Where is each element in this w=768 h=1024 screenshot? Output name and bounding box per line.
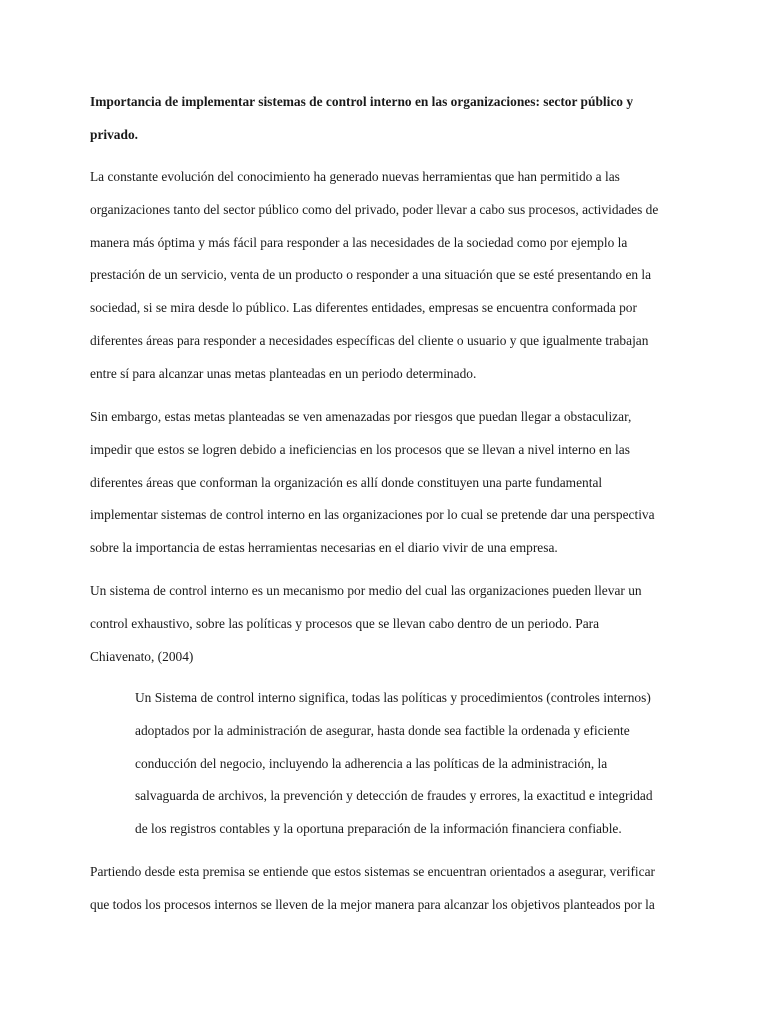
quote-line: Un Sistema de control interno significa, todas las políticas y procedimientos (controles internos) [135, 690, 651, 705]
paragraph-line: impedir que estos se logren debido a ineficiencias en los procesos que se llevan a nivel interno en las [90, 441, 630, 457]
paragraph-3 [90, 575, 680, 673]
paragraph-line: entre sí para alcanzar unas metas planteadas en un periodo determinado. [90, 365, 477, 381]
paragraph-line: sociedad, si se mira desde lo público. Las diferentes entidades, empresas se encuentra conformada por [90, 300, 637, 316]
paragraph-line: control exhaustivo, sobre las políticas y procesos que se llevan cabo dentro de un periodo. Para [90, 615, 600, 631]
paragraph-2 [90, 401, 680, 565]
paragraph-line: implementar sistemas de control interno en las organizaciones por lo cual se pretende dar una perspectiva [90, 507, 655, 523]
quote-line: adoptados por la administración de asegurar, hasta donde sea factible la ordenada y eficiente [135, 722, 630, 738]
title-line: privado. [90, 126, 138, 142]
block-quote [135, 682, 675, 846]
paragraph-line: que todos los procesos internos se lleven de la mejor manera para alcanzar los objetivos planteados por la [90, 896, 655, 912]
paragraph-line: Sin embargo, estas metas planteadas se ven amenazadas por riesgos que puedan llegar a obstaculizar, [90, 409, 632, 424]
paragraph-line: sobre la importancia de estas herramientas necesarias en el diario vivir de una empresa. [90, 540, 558, 556]
paragraph-line: Un sistema de control interno es un mecanismo por medio del cual las organizaciones pueden llevar un [90, 583, 642, 598]
paragraph-line: Partiendo desde esta premisa se entiende que estos sistemas se encuentran orientados a asegurar, verificar [90, 864, 656, 879]
paragraph-line: organizaciones tanto del sector público como del privado, poder llevar a cabo sus procesos, actividades de [90, 201, 659, 217]
paragraph-line: Chiavenato, (2004) [90, 648, 194, 664]
quote-line: conducción del negocio, incluyendo la adherencia a las políticas de la administración, la [135, 755, 608, 771]
quote-line: salvaguarda de archivos, la prevención y detección de fraudes y errores, la exactitud e integridad [135, 788, 653, 804]
paragraph-line: manera más óptima y más fácil para responder a las necesidades de la sociedad como por ejemplo la [90, 234, 628, 250]
quote-line: de los registros contables y la oportuna preparación de la información financiera confiable. [135, 821, 622, 837]
paragraph-4 [90, 856, 680, 922]
paragraph-line: prestación de un servicio, venta de un producto o responder a una situación que se esté presentando en la [90, 267, 652, 283]
paragraph-line: diferentes áreas que conforman la organización es allí donde constituyen una parte fundamental [90, 474, 603, 490]
title-line: Importancia de implementar sistemas de control interno en las organizaciones: sector público y [90, 94, 634, 109]
paragraph-line: diferentes áreas para responder a necesidades específicas del cliente o usuario y que igualmente trabajan [90, 332, 649, 348]
paragraph-1 [90, 161, 680, 391]
document-title [90, 86, 680, 152]
paragraph-line: La constante evolución del conocimiento ha generado nuevas herramientas que han permitido a las [90, 169, 620, 184]
